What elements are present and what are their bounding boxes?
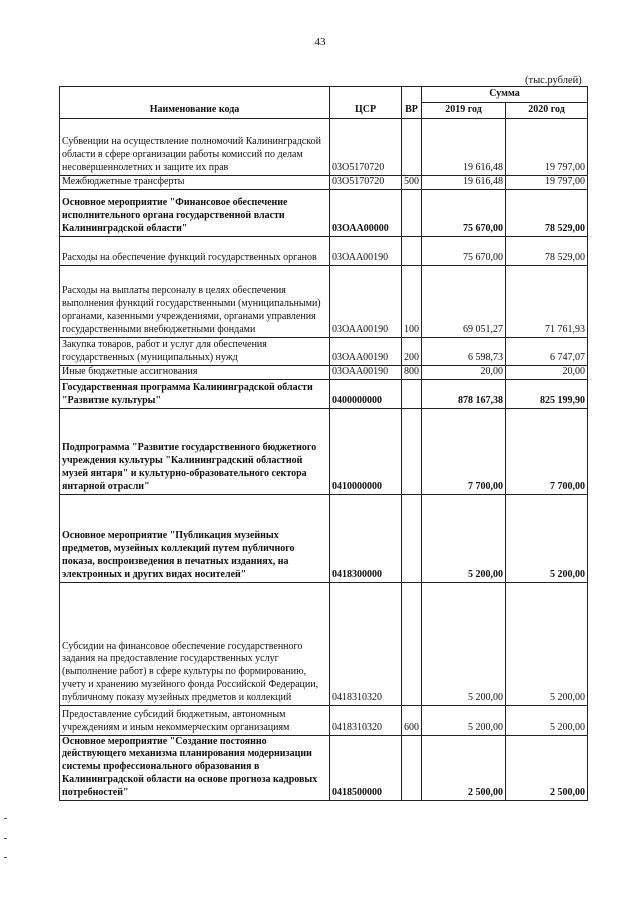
table-body bbox=[60, 118, 588, 800]
row-value-2020: 2 500,00 bbox=[506, 735, 588, 800]
row-value-2019: 5 200,00 bbox=[422, 705, 506, 735]
row-value-2020: 19 797,00 bbox=[506, 118, 588, 175]
row-vr: 500 bbox=[402, 175, 422, 189]
row-csr: 03ОАА00190 bbox=[330, 337, 402, 365]
row-value-2020: 825 199,90 bbox=[506, 379, 588, 408]
row-csr: 0418310320 bbox=[330, 705, 402, 735]
row-csr: 0410000000 bbox=[330, 408, 402, 494]
row-value-2020: 78 529,00 bbox=[506, 189, 588, 236]
row-name: Основное мероприятие "Финансовое обеспечение исполнительного органа государственной власти Калининградской области" bbox=[60, 189, 330, 236]
table-row bbox=[60, 236, 588, 265]
row-vr bbox=[402, 408, 422, 494]
page-number: 43 bbox=[314, 36, 326, 48]
row-value-2019: 75 670,00 bbox=[422, 189, 506, 236]
row-vr: 100 bbox=[402, 265, 422, 337]
row-value-2020: 7 700,00 bbox=[506, 408, 588, 494]
row-value-2020: 5 200,00 bbox=[506, 705, 588, 735]
row-value-2020: 78 529,00 bbox=[506, 236, 588, 265]
table-row bbox=[60, 175, 588, 189]
row-value-2019: 7 700,00 bbox=[422, 408, 506, 494]
row-value-2019: 69 051,27 bbox=[422, 265, 506, 337]
row-vr bbox=[402, 379, 422, 408]
header-sum: Сумма bbox=[422, 87, 588, 103]
row-value-2020: 19 797,00 bbox=[506, 175, 588, 189]
margin-mark bbox=[4, 838, 7, 839]
table-row bbox=[60, 582, 588, 705]
row-csr: 03О5170720 bbox=[330, 175, 402, 189]
row-value-2020: 5 200,00 bbox=[506, 494, 588, 582]
row-vr bbox=[402, 494, 422, 582]
row-csr: 03О5170720 bbox=[330, 118, 402, 175]
row-value-2019: 2 500,00 bbox=[422, 735, 506, 800]
row-vr bbox=[402, 118, 422, 175]
row-value-2019: 5 200,00 bbox=[422, 582, 506, 705]
row-name: Иные бюджетные ассигнования bbox=[60, 365, 330, 379]
row-value-2019: 19 616,48 bbox=[422, 175, 506, 189]
row-vr: 800 bbox=[402, 365, 422, 379]
units-label: (тыс.рублей) bbox=[525, 75, 582, 86]
row-csr: 03ОАА00190 bbox=[330, 265, 402, 337]
row-name: Предоставление субсидий бюджетным, автономным учреждениям и иным некоммерческим организациям bbox=[60, 705, 330, 735]
row-value-2019: 6 598,73 bbox=[422, 337, 506, 365]
row-csr: 03ОАА00190 bbox=[330, 236, 402, 265]
row-value-2019: 75 670,00 bbox=[422, 236, 506, 265]
table-row bbox=[60, 705, 588, 735]
row-vr: 600 bbox=[402, 705, 422, 735]
row-vr bbox=[402, 582, 422, 705]
table-row bbox=[60, 379, 588, 408]
row-csr: 0400000000 bbox=[330, 379, 402, 408]
header-name: Наименование кода bbox=[60, 87, 330, 119]
row-value-2019: 878 167,38 bbox=[422, 379, 506, 408]
table-row bbox=[60, 265, 588, 337]
row-name: Основное мероприятие "Публикация музейных предметов, музейных коллекций путем публичного показа, воспроизведения в печатных изданиях, на электронных и других видах носителей" bbox=[60, 494, 330, 582]
budget-table bbox=[59, 86, 588, 801]
row-vr bbox=[402, 735, 422, 800]
row-csr: 03ОАА00000 bbox=[330, 189, 402, 236]
row-name: Подпрограмма "Развитие государственного бюджетного учреждения культуры "Калининградский областной музей янтаря" и культурно-образовательного сектора янтарной отрасли" bbox=[60, 408, 330, 494]
row-name: Межбюджетные трансферты bbox=[60, 175, 330, 189]
row-name: Государственная программа Калининградской области "Развитие культуры" bbox=[60, 379, 330, 408]
row-csr: 0418300000 bbox=[330, 494, 402, 582]
row-value-2020: 6 747,07 bbox=[506, 337, 588, 365]
header-year-2020: 2020 год bbox=[506, 102, 588, 118]
table-row bbox=[60, 337, 588, 365]
table-row bbox=[60, 365, 588, 379]
row-value-2019: 20,00 bbox=[422, 365, 506, 379]
row-value-2019: 19 616,48 bbox=[422, 118, 506, 175]
header-csr: ЦСР bbox=[330, 87, 402, 119]
table-row bbox=[60, 494, 588, 582]
row-value-2020: 20,00 bbox=[506, 365, 588, 379]
row-name: Субсидии на финансовое обеспечение государственного задания на предоставление государственных услуг (выполнение работ) в сфере культуры по формированию, учету и хранению музейного фонда Российской Федерации, публичному показу музейных предметов и коллекций bbox=[60, 582, 330, 705]
table-row bbox=[60, 118, 588, 175]
row-csr: 03ОАА00190 bbox=[330, 365, 402, 379]
header-year-2019: 2019 год bbox=[422, 102, 506, 118]
row-name: Субвенции на осуществление полномочий Калининградской области в сфере организации работы комиссий по делам несовершеннолетних и защите их прав bbox=[60, 118, 330, 175]
row-value-2020: 71 761,93 bbox=[506, 265, 588, 337]
row-csr: 0418310320 bbox=[330, 582, 402, 705]
row-name: Закупка товаров, работ и услуг для обеспечения государственных (муниципальных) нужд bbox=[60, 337, 330, 365]
row-name: Расходы на выплаты персоналу в целях обеспечения выполнения функций государственными (муниципальными) органами, казенными учреждениями, органами управления государственными внебюджетными фондами bbox=[60, 265, 330, 337]
row-vr: 200 bbox=[402, 337, 422, 365]
table-row bbox=[60, 735, 588, 800]
margin-mark bbox=[4, 818, 7, 819]
row-vr bbox=[402, 236, 422, 265]
row-csr: 0418500000 bbox=[330, 735, 402, 800]
margin-mark bbox=[4, 857, 7, 858]
table-row bbox=[60, 408, 588, 494]
header-vr: ВР bbox=[402, 87, 422, 119]
row-name: Основное мероприятие "Создание постоянно действующего механизма планирования модернизации системы профессионального образования в Калининградской области на основе прогноза кадровых потребностей" bbox=[60, 735, 330, 800]
row-name: Расходы на обеспечение функций государственных органов bbox=[60, 236, 330, 265]
table-row bbox=[60, 189, 588, 236]
row-value-2020: 5 200,00 bbox=[506, 582, 588, 705]
row-value-2019: 5 200,00 bbox=[422, 494, 506, 582]
row-vr bbox=[402, 189, 422, 236]
